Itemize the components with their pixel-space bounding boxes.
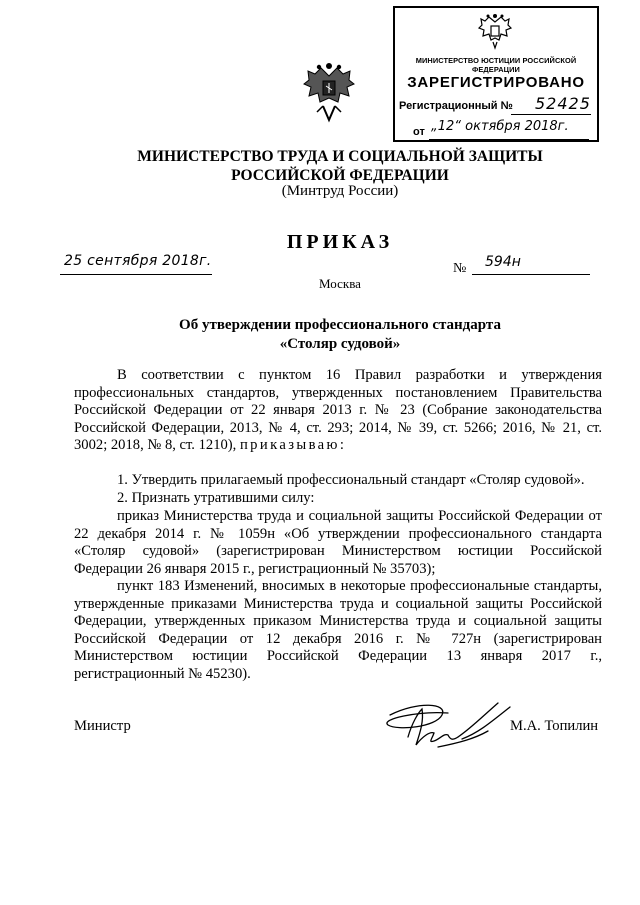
stamp-reg-label: Регистрационный №	[399, 100, 513, 112]
order-date-underline	[60, 274, 212, 275]
repealed-point-paragraph: пункт 183 Изменений, вносимых в некоторые профессиональные стандарты, утвержденные приказами Министерства труда и социальной защиты Российской Федерации, утвержденных приказом Министерства труда и социальной защиты Российской Федерации от 12 декабря 2016 г. № 727н (зарегистрирован Министерством юстиции Российской Федерации 13 января 2017 г., регистрационный № 45230).	[74, 578, 602, 682]
stamp-reg-number-underline	[511, 114, 591, 115]
order-number-label: №	[453, 261, 467, 276]
order-command: приказываю:	[239, 437, 347, 454]
stamp-status: ЗАРЕГИСТРИРОВАНО	[407, 74, 585, 91]
stamp-reg-number: 52425	[535, 94, 591, 113]
order-subject-line2: «Столяр судовой»	[279, 336, 401, 352]
repealed-order-paragraph: приказ Министерства труда и социальной защиты Российской Федерации от 22 декабря 2014 г. № 1059н «Об утверждении профессионального стандарта «Столяр судовой» (зарегистрирован Министерством юстиции Российской Федерации 26 января 2015 г., регистрационный № 35703);	[74, 508, 602, 577]
ministry-abbreviation: (Минтруд России)	[281, 183, 399, 199]
stamp-eagle-icon	[475, 12, 515, 52]
stamp-ministry-name: МИНИСТЕРСТВО ЮСТИЦИИ РОССИЙСКОЙ ФЕДЕРАЦИИ	[415, 56, 577, 74]
order-subject	[0, 316, 640, 354]
ministry-name-line2: РОССИЙСКОЙ ФЕДЕРАЦИИ	[231, 167, 449, 184]
signature-icon	[378, 693, 528, 763]
order-city: Москва	[319, 276, 361, 291]
order-item-2: 2. Признать утратившими силу:	[117, 490, 315, 506]
order-date: 25 сентября 2018г.	[64, 253, 212, 269]
order-number-underline	[472, 274, 590, 275]
stamp-reg-date-underline	[429, 139, 589, 140]
preamble-paragraph	[74, 367, 602, 455]
stamp-reg-date: „12“ октября 2018г.	[431, 119, 569, 134]
stamp-date-prefix: от	[413, 126, 425, 138]
preamble-text: В соответствии с пунктом 16 Правил разработки и утверждения профессиональных стандартов, утвержденных постановлением Правительства Российской Федерации от 22 января 2013 г. № 23 (Собрание законодательства Российской Федерации, 2013, № 4, ст. 293; 2014, № 39, ст. 5266; 2016, № 21, ст. 3002; 2018, № 8, ст. 1210),	[74, 367, 602, 454]
ministry-name-line1: МИНИСТЕРСТВО ТРУДА И СОЦИАЛЬНОЙ ЗАЩИТЫ	[137, 148, 543, 165]
order-number: 594н	[485, 254, 521, 270]
signer-role: Министр	[74, 718, 131, 734]
order-title: ПРИКАЗ	[286, 231, 394, 253]
signer-name: М.А. Топилин	[510, 718, 599, 734]
registration-stamp	[393, 6, 599, 142]
order-subject-line1: Об утверждении профессионального стандарта	[179, 317, 501, 333]
coat-of-arms-icon	[301, 62, 357, 126]
order-item-1: 1. Утвердить прилагаемый профессиональный стандарт «Столяр судовой».	[117, 472, 585, 488]
ministry-name	[0, 147, 640, 185]
